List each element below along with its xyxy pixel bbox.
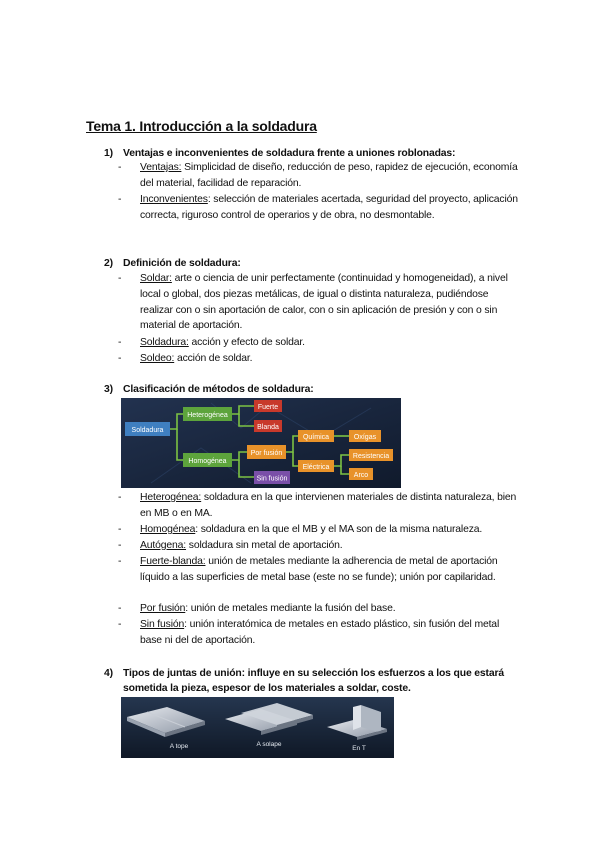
text-ventajas: Simplicidad de diseño, reducción de peso, rapidez de ejecución, economía del material, facilidad de reparación. — [140, 162, 518, 189]
term-soldadura: Soldadura: — [140, 337, 189, 348]
diagram-label-resistencia: Resistencia — [352, 453, 390, 460]
list-item-soldeo: - Soldeo: acción de soldar. — [118, 353, 253, 364]
term-autogena: Autógena: — [140, 540, 187, 551]
section-1-heading-text: Ventajas e inconvenientes de soldadura frente a uniones roblonadas: — [123, 148, 456, 159]
term-homogenea: Homogénea — [140, 524, 196, 535]
welding-classification-diagram — [121, 398, 401, 488]
diagram-label-heterogenea: Heterogénea — [187, 412, 228, 419]
diagram-label-electrica: Eléctrica — [302, 464, 330, 471]
diagram-label-homogenea: Homogénea — [188, 458, 227, 465]
text-fuerte-blanda: unión de metales mediante la adherencia de metal de aportación líquido a las superficies de metal base (este no se funde); unión por capilaridad. — [140, 556, 498, 583]
list-item-fuerte-blanda: - Fuerte-blanda: unión de metales mediante la adherencia de metal de aportación líquido a las superficies de metal base (este no se funde); unión por capilaridad. — [118, 556, 498, 583]
diagram-svg — [121, 398, 401, 488]
text-inconvenientes: : selección de materiales acertada, seguridad del proyecto, aplicación correcta, riguroso control de operarios y de obra, no desmontable. — [140, 194, 518, 221]
joint-label-a-tope: A tope — [169, 743, 189, 750]
section-2-heading — [104, 256, 241, 271]
diagram-label-arco: Arco — [353, 472, 369, 479]
section-2-heading-text: Definición de soldadura: — [123, 258, 241, 269]
text-sin-fusion: : unión interatómica de metales en estado plástico, sin fusión del metal base ni del de aportación. — [140, 619, 500, 646]
diagram-label-blanda: Blanda — [257, 424, 279, 431]
text-heterogenea: soldadura en la que intervienen materiales de distinta naturaleza, bien en MB o en MA. — [140, 492, 517, 519]
diagram-label-sin-fusion: Sin fusión — [256, 475, 288, 483]
term-soldeo: Soldeo: — [140, 353, 175, 364]
text-soldadura: acción y efecto de soldar. — [188, 337, 305, 348]
page-title: Tema 1. Introducción a la soldadura — [86, 118, 317, 134]
diagram-label-oxigas: Oxígas — [353, 434, 377, 441]
term-por-fusion: Por fusión — [140, 603, 186, 614]
list-item-soldadura: - Soldadura: acción y efecto de soldar. — [118, 337, 305, 348]
term-ventajas: Ventajas: — [140, 162, 182, 173]
list-item-homogenea: - Homogénea: soldadura en la que el MB y el MA son de la misma naturaleza. — [118, 524, 483, 535]
section-1-number: 1) — [104, 148, 113, 159]
section-3-heading — [104, 382, 314, 397]
text-homogenea: : soldadura en la que el MB y el MA son de la misma naturaleza. — [195, 524, 483, 535]
list-item-soldar: - Soldar: arte o ciencia de unir perfectamente (continuidad y homogeneidad), a nivel local o global, dos piezas metálicas, de igual o distinta naturaleza, pudiéndose realizar con o sin aportación de calor, con o sin aplicación de presión y con o sin material de aportación. — [118, 273, 508, 332]
section-3-number: 3) — [104, 384, 113, 395]
diagram-label-fuerte: Fuerte — [257, 404, 279, 411]
section-2-number: 2) — [104, 258, 113, 269]
section-4-heading-text: Tipos de juntas de unión: influye en su selección los esfuerzos a los que estará sometida la pieza, espesor de los materiales a soldar, coste. — [123, 668, 505, 694]
section-1-heading — [104, 146, 455, 161]
joint-types-figure — [121, 697, 394, 758]
term-inconvenientes: Inconvenientes — [140, 194, 208, 205]
text-soldar: arte o ciencia de unir perfectamente (continuidad y homogeneidad), a nivel local o global, dos piezas metálicas, de igual o distinta naturaleza, pudiéndose realizar con o sin aportación de calor, con o sin aplicación de presión y con o sin material de aportación. — [140, 273, 508, 332]
term-soldar: Soldar: — [140, 273, 172, 284]
list-item-ventajas: - Ventajas: Simplicidad de diseño, reducción de peso, rapidez de ejecución, economía del material, facilidad de reparación. — [118, 162, 518, 189]
diagram-label-quimica: Química — [302, 434, 330, 441]
text-por-fusion: : unión de metales mediante la fusión del base. — [185, 603, 396, 614]
term-sin-fusion: Sin fusión — [140, 619, 185, 630]
section-4-heading — [104, 666, 524, 696]
term-fuerte-blanda: Fuerte-blanda: — [140, 556, 206, 567]
term-heterogenea: Heterogénea: — [140, 492, 202, 503]
list-item-autogena: - Autógena: soldadura sin metal de aportación. — [118, 540, 343, 551]
joint-label-a-solape: A solape — [256, 741, 282, 748]
text-soldeo: acción de soldar. — [174, 353, 253, 364]
list-item-inconvenientes: - Inconvenientes: selección de materiales acertada, seguridad del proyecto, aplicación correcta, riguroso control de operarios y de obra, no desmontable. — [118, 194, 518, 221]
diagram-label-soldadura: Soldadura — [131, 427, 164, 434]
joints-svg — [121, 697, 394, 758]
section-3-heading-text: Clasificación de métodos de soldadura: — [123, 384, 314, 395]
list-item-sin-fusion: - Sin fusión: unión interatómica de metales en estado plástico, sin fusión del metal base ni del de aportación. — [118, 619, 500, 646]
list-item-heterogenea: - Heterogénea: soldadura en la que intervienen materiales de distinta naturaleza, bien en MB o en MA. — [118, 492, 517, 519]
section-4-number: 4) — [104, 668, 113, 679]
diagram-label-por-fusion: Por fusión — [250, 450, 283, 457]
text-autogena: soldadura sin metal de aportación. — [186, 540, 343, 551]
joint-label-en-t: En T — [352, 745, 366, 752]
list-item-por-fusion: - Por fusión: unión de metales mediante la fusión del base. — [118, 603, 396, 614]
